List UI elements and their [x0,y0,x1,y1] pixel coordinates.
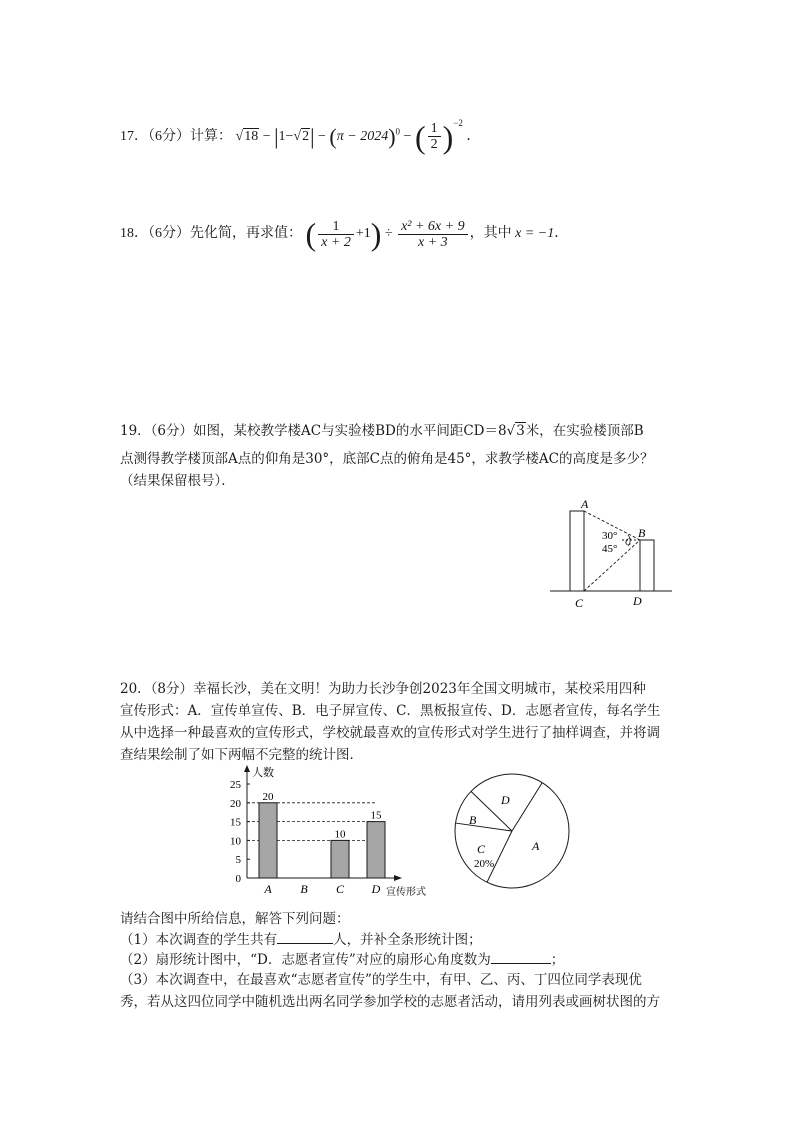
q19-figure [546,496,676,614]
slice-label-d: D [501,793,510,807]
q17-sqrt2: √2 [293,129,310,144]
bar-d [367,822,385,878]
q18-number: 18． [120,226,148,242]
x-tick-label-b: B [300,882,308,896]
q17-points: （6分） [148,129,190,144]
q19-sqrt3: √3 [506,423,525,439]
building-ac [570,511,584,591]
x-tick-label-c: C [335,882,345,896]
label-45: 45° [602,543,618,555]
label-c-top: C [625,537,632,547]
x-axis-label: 宣传形式 [386,887,426,898]
bar-c [331,840,349,878]
q18-lead: 先化简，再求值： [190,226,302,242]
q19-line-3: （结果保留根号）． [120,473,235,489]
y-tick-label: 0 [235,873,241,885]
answer-blank-2[interactable] [491,949,551,964]
q17-sqrt18: √18 [235,129,259,144]
q20-sub3-line-2: 秀，若从这四位同学中随机选出两名同学参加学校的志愿者活动，请用列表或画树状图的方 [120,994,660,1010]
slice-label-c: C [477,842,486,856]
y-tick-label: 20 [230,797,241,810]
y-axis-arrow [244,765,250,772]
label-d: D [633,594,642,608]
q20-sub1: （1）本次调查的学生共有 人，并补全条形统计图； [120,929,482,949]
q18-frac1: $\frac{1}{x + 2}$ [318,219,354,250]
q19-line-2: 点测得教学楼顶部A点的仰角是30°，底部C点的俯角是45°，求教学楼AC的高度是多少？ [120,451,654,467]
y-axis-label: 人数 [252,767,274,779]
slice-label-a: A [532,839,540,853]
q17-number: 17． [120,129,148,144]
label-a: A [581,497,589,511]
q18-frac2: $\frac{\text{x² + 6x + 9}}{x + 3}$ [398,219,468,250]
q17-half: $\frac{1}{2}$ [428,121,441,152]
x-axis-arrow [394,875,402,881]
bar-chart [214,764,454,900]
bar-a [259,803,277,878]
x-tick-label-d: D [371,882,381,896]
y-tick-label: 25 [230,779,241,791]
q18-condition: x = −1 [515,226,555,242]
building-bd [640,540,654,591]
y-tick-label: 5 [235,854,241,867]
answer-blank-1[interactable] [277,929,333,944]
data-label-c: 10 [334,828,346,841]
label-b: B [638,526,646,540]
data-label-a: 20 [262,790,274,803]
q20-line-2: 宣传形式：A．宣传单宣传、B．电子屏宣传、C．黑板报宣传、D．志愿者宣传，每名学生 [120,703,661,719]
q20-sub3-line-1: （3）本次调查中，在最喜欢“志愿者宣传”的学生中，有甲、乙、丙、丁四位同学表现优 [120,972,642,988]
q19-line-1: 19．（6分）如图，某校教学楼AC与实验楼BD的水平间距CD＝8√3米，在实验楼顶部B [120,423,644,439]
data-label-d: 15 [370,809,382,822]
slice-label-b: B [469,813,477,827]
y-tick-label: 10 [230,835,241,848]
pie-chart [450,764,575,899]
y-tick-label: 15 [230,816,241,829]
q20-line-4: 查结果绘制了如下两幅不完整的统计图． [120,747,363,763]
q18-line: 18．（6分）先化简，再求值： ( $\frac{1}{x + 2}$ +1) ÷ $\frac{\text{x² + 6x + 9}}{x + 3}$ ，其中 x = −1． [120,216,569,252]
q20-prompt: 请结合图中所给信息，解答下列问题： [120,911,350,927]
q17-pi-expr: π − 2024 [336,129,389,144]
q20-sub2: （2）扇形统计图中，“D．志愿者宣传”对应的扇形心角度数为 ； [120,949,564,969]
q20-line-3: 从中选择一种最喜欢的宣传形式，学校就最喜欢的宣传形式对学生进行了抽样调查，并将调 [120,725,660,741]
q20-line-1: 20．（8分）幸福长沙，美在文明！为助力长沙争创2023年全国文明城市，某校采用四种 [120,681,646,697]
x-tick-label-a: A [264,882,272,896]
q17-line: 17．（6分）计算： $√18 - |1-√2| - (\pi - 2024)^0$ − ( $\frac{1}{2}$ )$^{-2}$ ． [120,118,481,155]
q18-points: （6分） [148,226,190,242]
slice-percent-c: 20% [474,858,495,870]
label-c: C [575,596,584,610]
label-30: 30° [602,530,618,542]
q17-lead: 计算： [190,129,232,144]
